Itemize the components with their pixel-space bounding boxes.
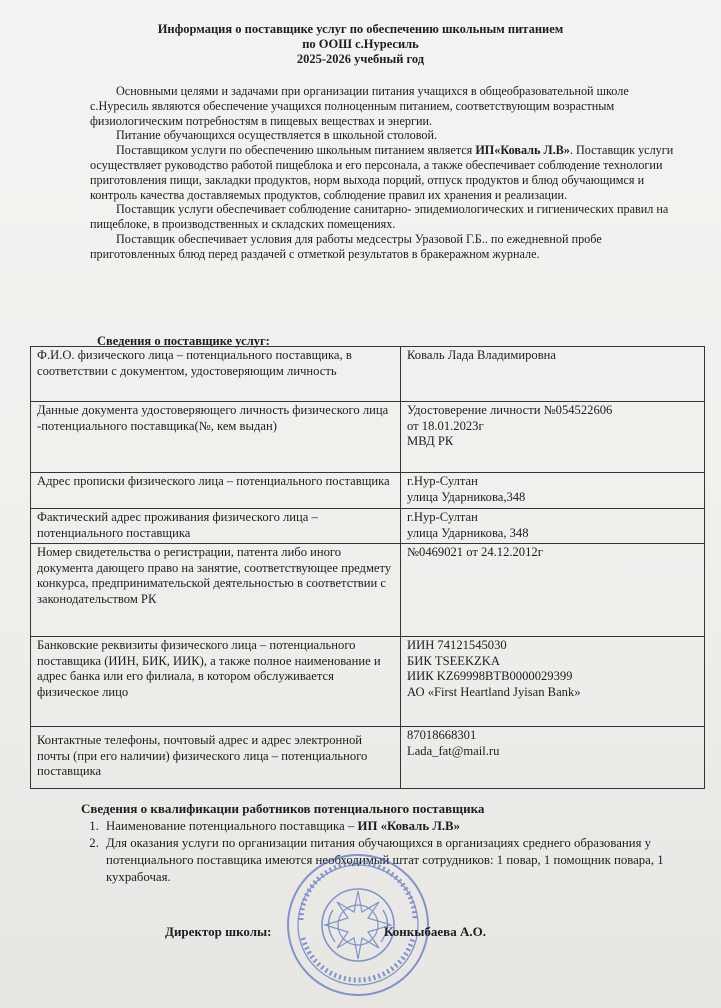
table-row (31, 473, 705, 509)
row-label: Контактные телефоны, почтовый адрес и адрес электронной почты (при его наличии) физического лица – потенциального поставщика (31, 727, 401, 789)
paragraph-sanitary: Поставщик услуги обеспечивает соблюдение санитарно- эпидемиологических и гигиенических правил на пищеблоке, в производственных и складских помещениях. (90, 202, 669, 232)
table-row (31, 637, 705, 727)
row-value: г.Нур-Султан улица Ударникова, 348 (401, 509, 705, 544)
paragraph-supplier: Поставщиком услуги по обеспечению школьным питанием является ИП«Коваль Л.В». Поставщик услуги осуществляет руководство работой пищеблока и его персонала, а также обеспечивает соблюдение технологии приготовления пищи, закладки продуктов, норм выхода порций, отпуск продуктов и блюд обучающимся и контроль качества доставляемых продуктов, соблюдение правил их хранения и реализации. (90, 143, 674, 202)
row-value: 87018668301 Lada_fat@mail.ru (401, 727, 705, 789)
row-label: Ф.И.О. физического лица – потенциального поставщика, в соответствии с документом, удостоверяющим личность (31, 347, 401, 402)
list-item: 1. Наименование потенциального поставщика – ИП «Коваль Л.В» (102, 818, 702, 835)
row-value: Удостоверение личности №054522606 от 18.01.2023г МВД РК (401, 402, 705, 473)
list-item: 2. Для оказания услуги по организации питания обучающихся в организациях среднего образования у потенциального поставщика имеются необходимый штат сотрудников: 1 повар, 1 помощник повара, 1 кухрабочая. (102, 835, 702, 886)
signature-label: Директор школы: (165, 924, 272, 939)
row-label: Фактический адрес проживания физического лица – потенциального поставщика (31, 509, 401, 544)
row-label: Адрес прописки физического лица – потенциального поставщика (31, 473, 401, 509)
row-label: Банковские реквизиты физического лица – потенциального поставщика (ИИН, БИК, ИИК), а также полное наименование и адрес банка или его филиала, в котором обслуживается физическое лицо (31, 637, 401, 727)
paragraph-nurse: Поставщик обеспечивает условия для работы медсестры Уразовой Г.Б.. по ежедневной пробе приготовленных блюд перед раздачей с отметкой результатов в бракеражном журнале. (90, 231, 602, 261)
table-row (31, 402, 705, 473)
qualification-title: Сведения о квалификации работников потенциального поставщика (81, 801, 485, 816)
supplier-name-bold: ИП«Коваль Л.В» (475, 143, 570, 158)
signature-name: Конкыбаева А.О. (384, 924, 486, 939)
intro-text (90, 84, 684, 262)
title-line-3: 2025-2026 учебный год (296, 52, 425, 66)
table-row (31, 347, 705, 402)
row-value: №0469021 от 24.12.2012г (401, 544, 705, 637)
supplier-section-title: Сведения о поставщике услуг: (97, 334, 270, 348)
title-line-2: по ООШ с.Нуресиль (302, 37, 419, 51)
row-label: Номер свидетельства о регистрации, патента либо иного документа дающего право на занятие, соответствующее предмету конкурса, предпринимательской деятельностью в соответствии с законодательством РК (31, 544, 401, 637)
title-line-1: Информация о поставщике услуг по обеспечению школьным питанием (157, 22, 564, 36)
table-row (31, 544, 705, 637)
table-row (31, 727, 705, 789)
row-value: Коваль Лада Владимировна (401, 347, 705, 402)
paragraph-goals: Основными целями и задачами при организации питания учащихся в общеобразовательной школе с.Нуресиль являются обеспечение учащихся полноценным питанием, соответствующим возрастным физиологическим потребностям в пищевых веществах и энергии. (90, 84, 629, 128)
table-row (31, 509, 705, 544)
supplier-info-table (30, 346, 705, 789)
row-value: ИИН 74121545030 БИК TSEEKZKA ИИК KZ69998BTB0000029399 АО «First Heartland Jyisan Bank» (401, 637, 705, 727)
document-title (0, 22, 721, 67)
row-label: Данные документа удостоверяющего личность физического лица -потенциального поставщика(№, кем выдан) (31, 402, 401, 473)
paragraph-canteen: Питание обучающихся осуществляется в школьной столовой. (116, 128, 438, 143)
row-value: г.Нур-Султан улица Ударникова,348 (401, 473, 705, 509)
